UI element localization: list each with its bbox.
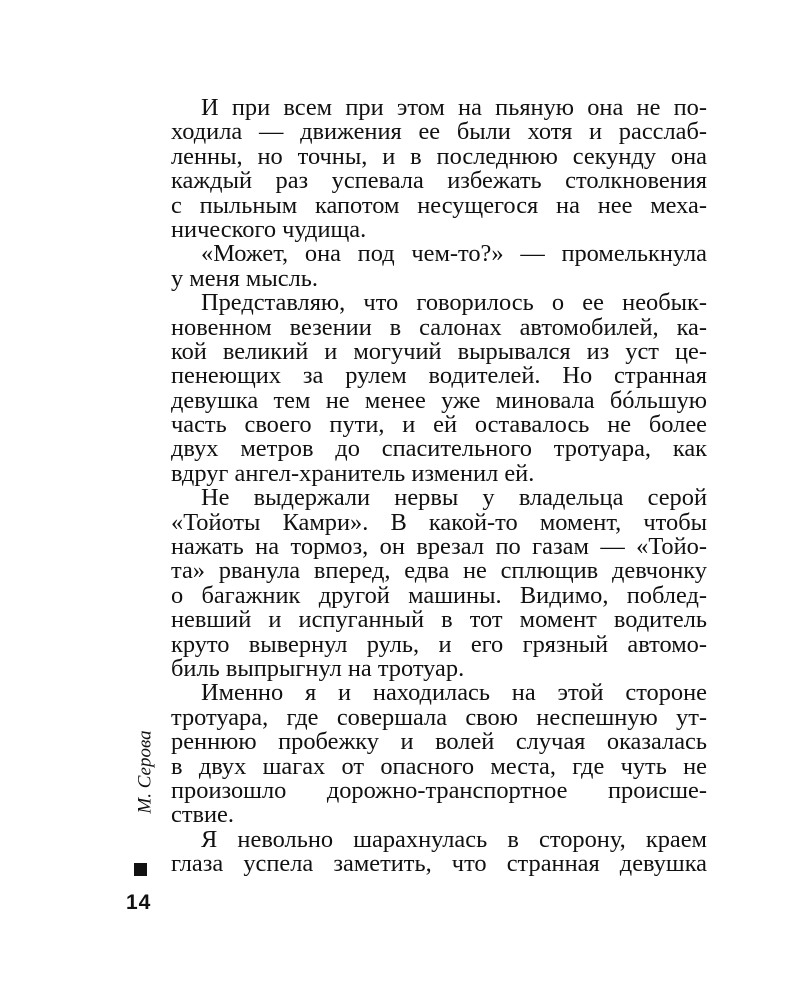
text-line: вдруг ангел-хранитель изменил ей. xyxy=(171,459,535,487)
text-line: «Тойоты Камри». В какой-то момент, чтобы xyxy=(171,508,707,536)
text-line: невший и испуганный в тот момент водитель xyxy=(171,606,707,634)
text-line: та» рванула вперед, едва не сплющив девчонку xyxy=(171,557,707,585)
text-line: Я невольно шарахнулась в сторону, краем xyxy=(201,825,707,853)
text-line: тротуара, где совершала свою неспешную ут- xyxy=(171,703,707,731)
text-line: девушка тем не менее уже миновала бóльшую xyxy=(171,386,707,414)
text-line: И при всем при этом на пьяную она не по- xyxy=(201,94,707,121)
text-line: новенном везении в салонах автомобилей, ка- xyxy=(171,313,707,341)
text-line: нического чудища. xyxy=(171,215,367,243)
text-line: двух метров до спасительного тротуара, как xyxy=(171,435,707,463)
text-line: ходила — движения ее были хотя и расслаб- xyxy=(171,118,707,146)
text-line: круто вывернул руль, и его грязный автомо- xyxy=(171,630,707,658)
text-line: Представляю, что говорилось о ее необык- xyxy=(201,289,707,317)
margin-square-marker xyxy=(134,863,147,876)
text-line: глаза успела заметить, что странная девушка xyxy=(171,850,707,878)
text-line: у меня мысль. xyxy=(171,264,318,292)
text-line: кой великий и могучий вырывался из уст це- xyxy=(171,337,707,365)
text-line: часть своего пути, и ей оставалось не более xyxy=(171,411,707,439)
text-line: о багажник другой машины. Видимо, поблед- xyxy=(171,581,707,609)
body-text xyxy=(171,96,707,877)
text-line: каждый раз успевала избежать столкновения xyxy=(171,167,707,195)
text-line: произошло дорожно-транспортное происше- xyxy=(171,776,707,804)
text-line: ствие. xyxy=(171,801,234,829)
running-header-author: М. Серова xyxy=(134,730,156,814)
text-line: пенеющих за рулем водителей. Но странная xyxy=(171,362,707,390)
text-line: Именно я и находилась на этой стороне xyxy=(201,679,707,707)
text-line: ленны, но точны, и в последнюю секунду она xyxy=(171,142,707,170)
text-line: Не выдержали нервы у владельца серой xyxy=(201,484,707,512)
text-line: реннюю пробежку и волей случая оказалась xyxy=(171,728,707,756)
text-line: с пыльным капотом несущегося на нее меха- xyxy=(171,191,707,219)
text-line: «Может, она под чем-то?» — промелькнула xyxy=(201,240,707,268)
text-line: нажать на тормоз, он врезал по газам — «Тойо- xyxy=(171,533,707,561)
text-line: в двух шагах от опасного места, где чуть не xyxy=(171,752,707,780)
page-number: 14 xyxy=(126,891,152,914)
text-line: биль выпрыгнул на тротуар. xyxy=(171,654,465,682)
